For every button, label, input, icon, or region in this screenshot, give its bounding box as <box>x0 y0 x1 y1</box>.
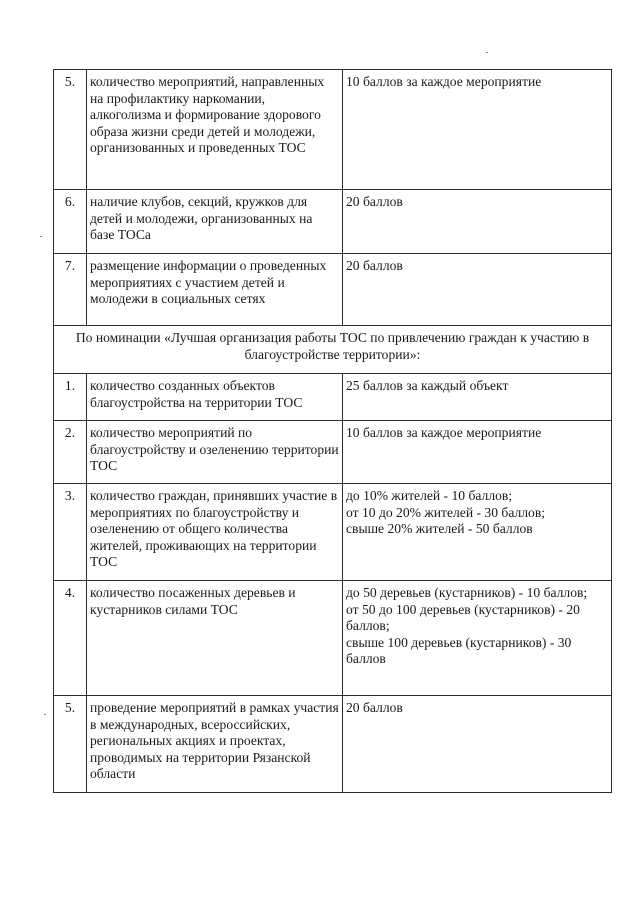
criterion-text: проведение мероприятий в рамках участия в международных, всероссийских, региональных акциях и проектах, проводимых на территории Рязанской области <box>87 696 343 793</box>
row-number: 7. <box>54 254 87 326</box>
row-number: 1. <box>54 374 87 421</box>
criterion-text: размещение информации о проведенных мероприятиях с участием детей и молодежи в социальных сетях <box>87 254 343 326</box>
criterion-text: количество мероприятий по благоустройству и озеленению территории ТОС <box>87 421 343 484</box>
nomination-heading: По номинации «Лучшая организация работы ТОС по привлечению граждан к участию в благоустройстве территории»: <box>54 326 612 374</box>
criterion-text: количество граждан, принявших участие в мероприятиях по благоустройству и озеленению от общего количества жителей, проживающих на территории ТОС <box>87 484 343 581</box>
score-text: 20 баллов <box>343 696 612 793</box>
row-number: 5. <box>54 696 87 793</box>
table-row <box>54 190 612 254</box>
row-number: 6. <box>54 190 87 254</box>
table-row <box>54 696 612 793</box>
table-row <box>54 374 612 421</box>
row-number: 5. <box>54 70 87 190</box>
criterion-text: наличие клубов, секций, кружков для детей и молодежи, организованных на базе ТОСа <box>87 190 343 254</box>
row-number: 2. <box>54 421 87 484</box>
scan-speck <box>44 714 46 715</box>
score-text: 25 баллов за каждый объект <box>343 374 612 421</box>
criterion-text: количество созданных объектов благоустройства на территории ТОС <box>87 374 343 421</box>
row-number: 3. <box>54 484 87 581</box>
table-row <box>54 254 612 326</box>
scan-speck <box>40 236 42 237</box>
score-text: до 10% жителей - 10 баллов; от 10 до 20% жителей - 30 баллов; свыше 20% жителей - 50 баллов <box>343 484 612 581</box>
table-row <box>54 484 612 581</box>
section-row <box>54 326 612 374</box>
score-text: 10 баллов за каждое мероприятие <box>343 70 612 190</box>
score-text: 20 баллов <box>343 254 612 326</box>
scan-speck <box>486 52 488 53</box>
table-row <box>54 70 612 190</box>
score-text: 20 баллов <box>343 190 612 254</box>
criterion-text: количество посаженных деревьев и кустарников силами ТОС <box>87 581 343 696</box>
score-text: 10 баллов за каждое мероприятие <box>343 421 612 484</box>
row-number: 4. <box>54 581 87 696</box>
table-row <box>54 421 612 484</box>
criteria-table <box>53 69 612 793</box>
table-row <box>54 581 612 696</box>
criterion-text: количество мероприятий, направленных на профилактику наркомании, алкоголизма и формирование здорового образа жизни среди детей и молодежи, организованных и проведенных ТОС <box>87 70 343 190</box>
score-text: до 50 деревьев (кустарников) - 10 баллов; от 50 до 100 деревьев (кустарников) - 20 баллов; свыше 100 деревьев (кустарников) - 30 баллов <box>343 581 612 696</box>
